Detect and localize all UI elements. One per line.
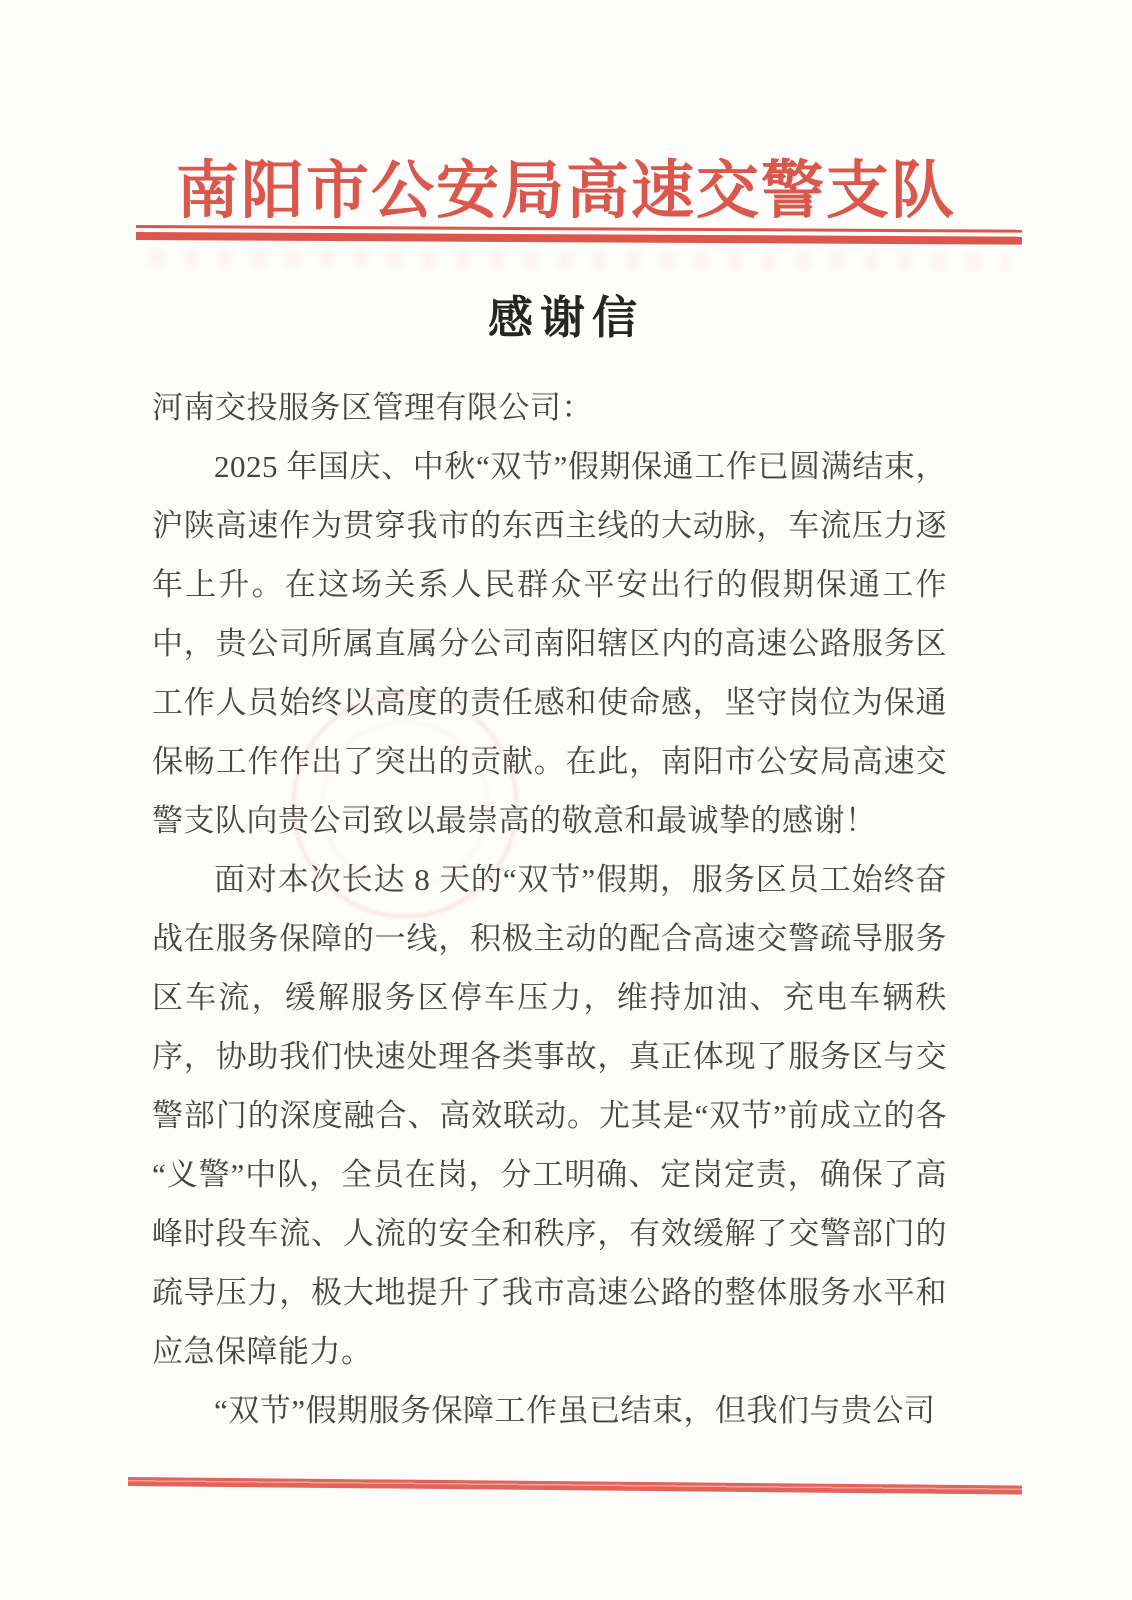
recipient-line: 河南交投服务区管理有限公司：	[152, 390, 593, 425]
paragraph-1: 2025 年国庆、中秋“双节”假期保通工作已圆满结束，沪陕高速作为贯穿我市的东西主线的大动脉，车流压力逐年上升。在这场关系人民群众平安出行的假期保通工作中，贵公司所属直属分公司南阳辖区内的高速公路服务区工作人员始终以高度的责任感和使命感，坚守岗位为保通保畅工作作出了突出的贡献。在此，南阳市公安局高速交警支队向贵公司致以最崇高的敬意和最诚挚的感谢！	[152, 449, 947, 838]
letterhead-agency-name: 南阳市公安局高速交警支队	[176, 156, 956, 226]
footer-rule	[128, 1477, 1022, 1495]
paragraph-2: 面对本次长达 8 天的“双节”假期，服务区员工始终奋战在服务保障的一线，积极主动的配合高速交警疏导服务区车流，缓解服务区停车压力，维持加油、充电车辆秩序，协助我们快速处理各类事故，真正体现了服务区与交警部门的深度融合、高效联动。尤其是“双节”前成立的各“义警”中队，全员在岗，分工明确、定岗定责，确保了高峰时段车流、人流的安全和秩序，有效缓解了交警部门的疏导压力，极大地提升了我市高速公路的整体服务水平和应急保障能力。	[152, 862, 947, 1369]
bleedthrough-text-ghost	[150, 250, 1010, 271]
letter-title: 感谢信	[487, 292, 644, 343]
paragraph-3: “双节”假期服务保障工作虽已结束，但我们与贵公司	[214, 1393, 936, 1428]
letter-body	[152, 378, 947, 1440]
